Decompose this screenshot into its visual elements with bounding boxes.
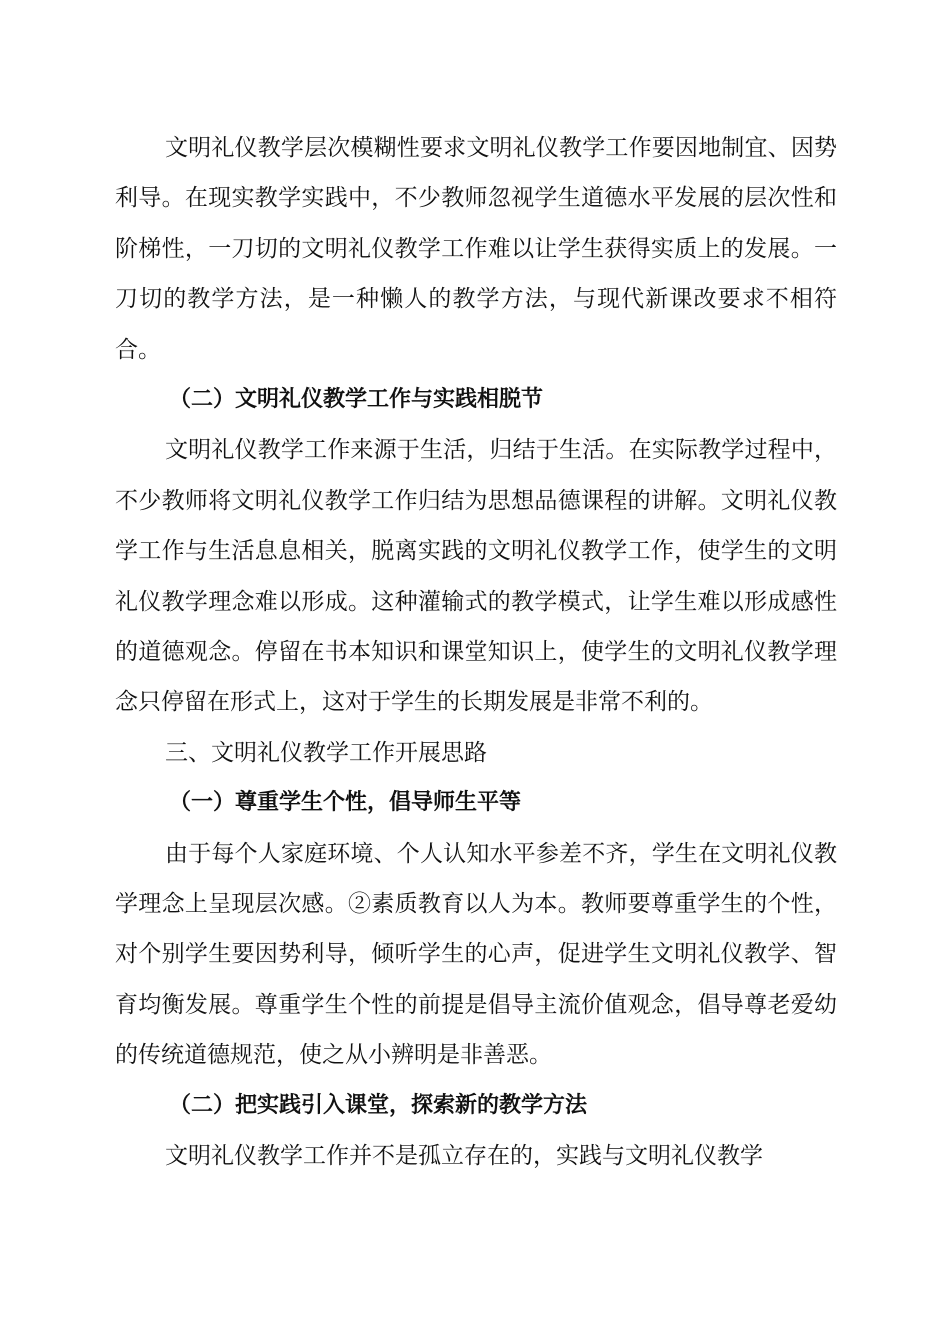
document-body bbox=[115, 123, 837, 1181]
section-heading: （二）文明礼仪教学工作与实践相脱节 bbox=[169, 387, 544, 413]
body-paragraph: 文明礼仪教学工作并不是孤立存在的，实践与文明礼仪教学 bbox=[165, 1143, 763, 1170]
chapter-heading: 三、文明礼仪教学工作开展思路 bbox=[165, 739, 487, 766]
body-paragraph: 文明礼仪教学工作来源于生活，归结于生活。在实际教学过程中，不少教师将文明礼仪教学工作归结为思想品德课程的讲解。文明礼仪教学工作与生活息息相关，脱离实践的文明礼仪教学工作，使学生的文明礼仪教学理念难以形成。这种灌输式的教学模式，让学生难以形成感性的道德观念。停留在书本知识和课堂知识上，使学生的文明礼仪教学理念只停留在形式上，这对于学生的长期发展是非常不利的。 bbox=[115, 437, 837, 716]
body-paragraph: 文明礼仪教学层次模糊性要求文明礼仪教学工作要因地制宜、因势利导。在现实教学实践中，不少教师忽视学生道德水平发展的层次性和阶梯性，一刀切的文明礼仪教学工作难以让学生获得实质上的发展。一刀切的教学方法，是一种懒人的教学方法，与现代新课改要求不相符合。 bbox=[115, 135, 837, 363]
section-heading: （一）尊重学生个性，倡导师生平等 bbox=[169, 790, 522, 816]
body-paragraph: 由于每个人家庭环境、个人认知水平参差不齐，学生在文明礼仪教学理念上呈现层次感。②素质教育以人为本。教师要尊重学生的个性，对个别学生要因势利导，倾听学生的心声，促进学生文明礼仪教学、智育均衡发展。尊重学生个性的前提是倡导主流价值观念，倡导尊老爱幼的传统道德规范，使之从小辨明是非善恶。 bbox=[115, 840, 837, 1069]
section-heading: （二）把实践引入课堂，探索新的教学方法 bbox=[169, 1092, 588, 1118]
